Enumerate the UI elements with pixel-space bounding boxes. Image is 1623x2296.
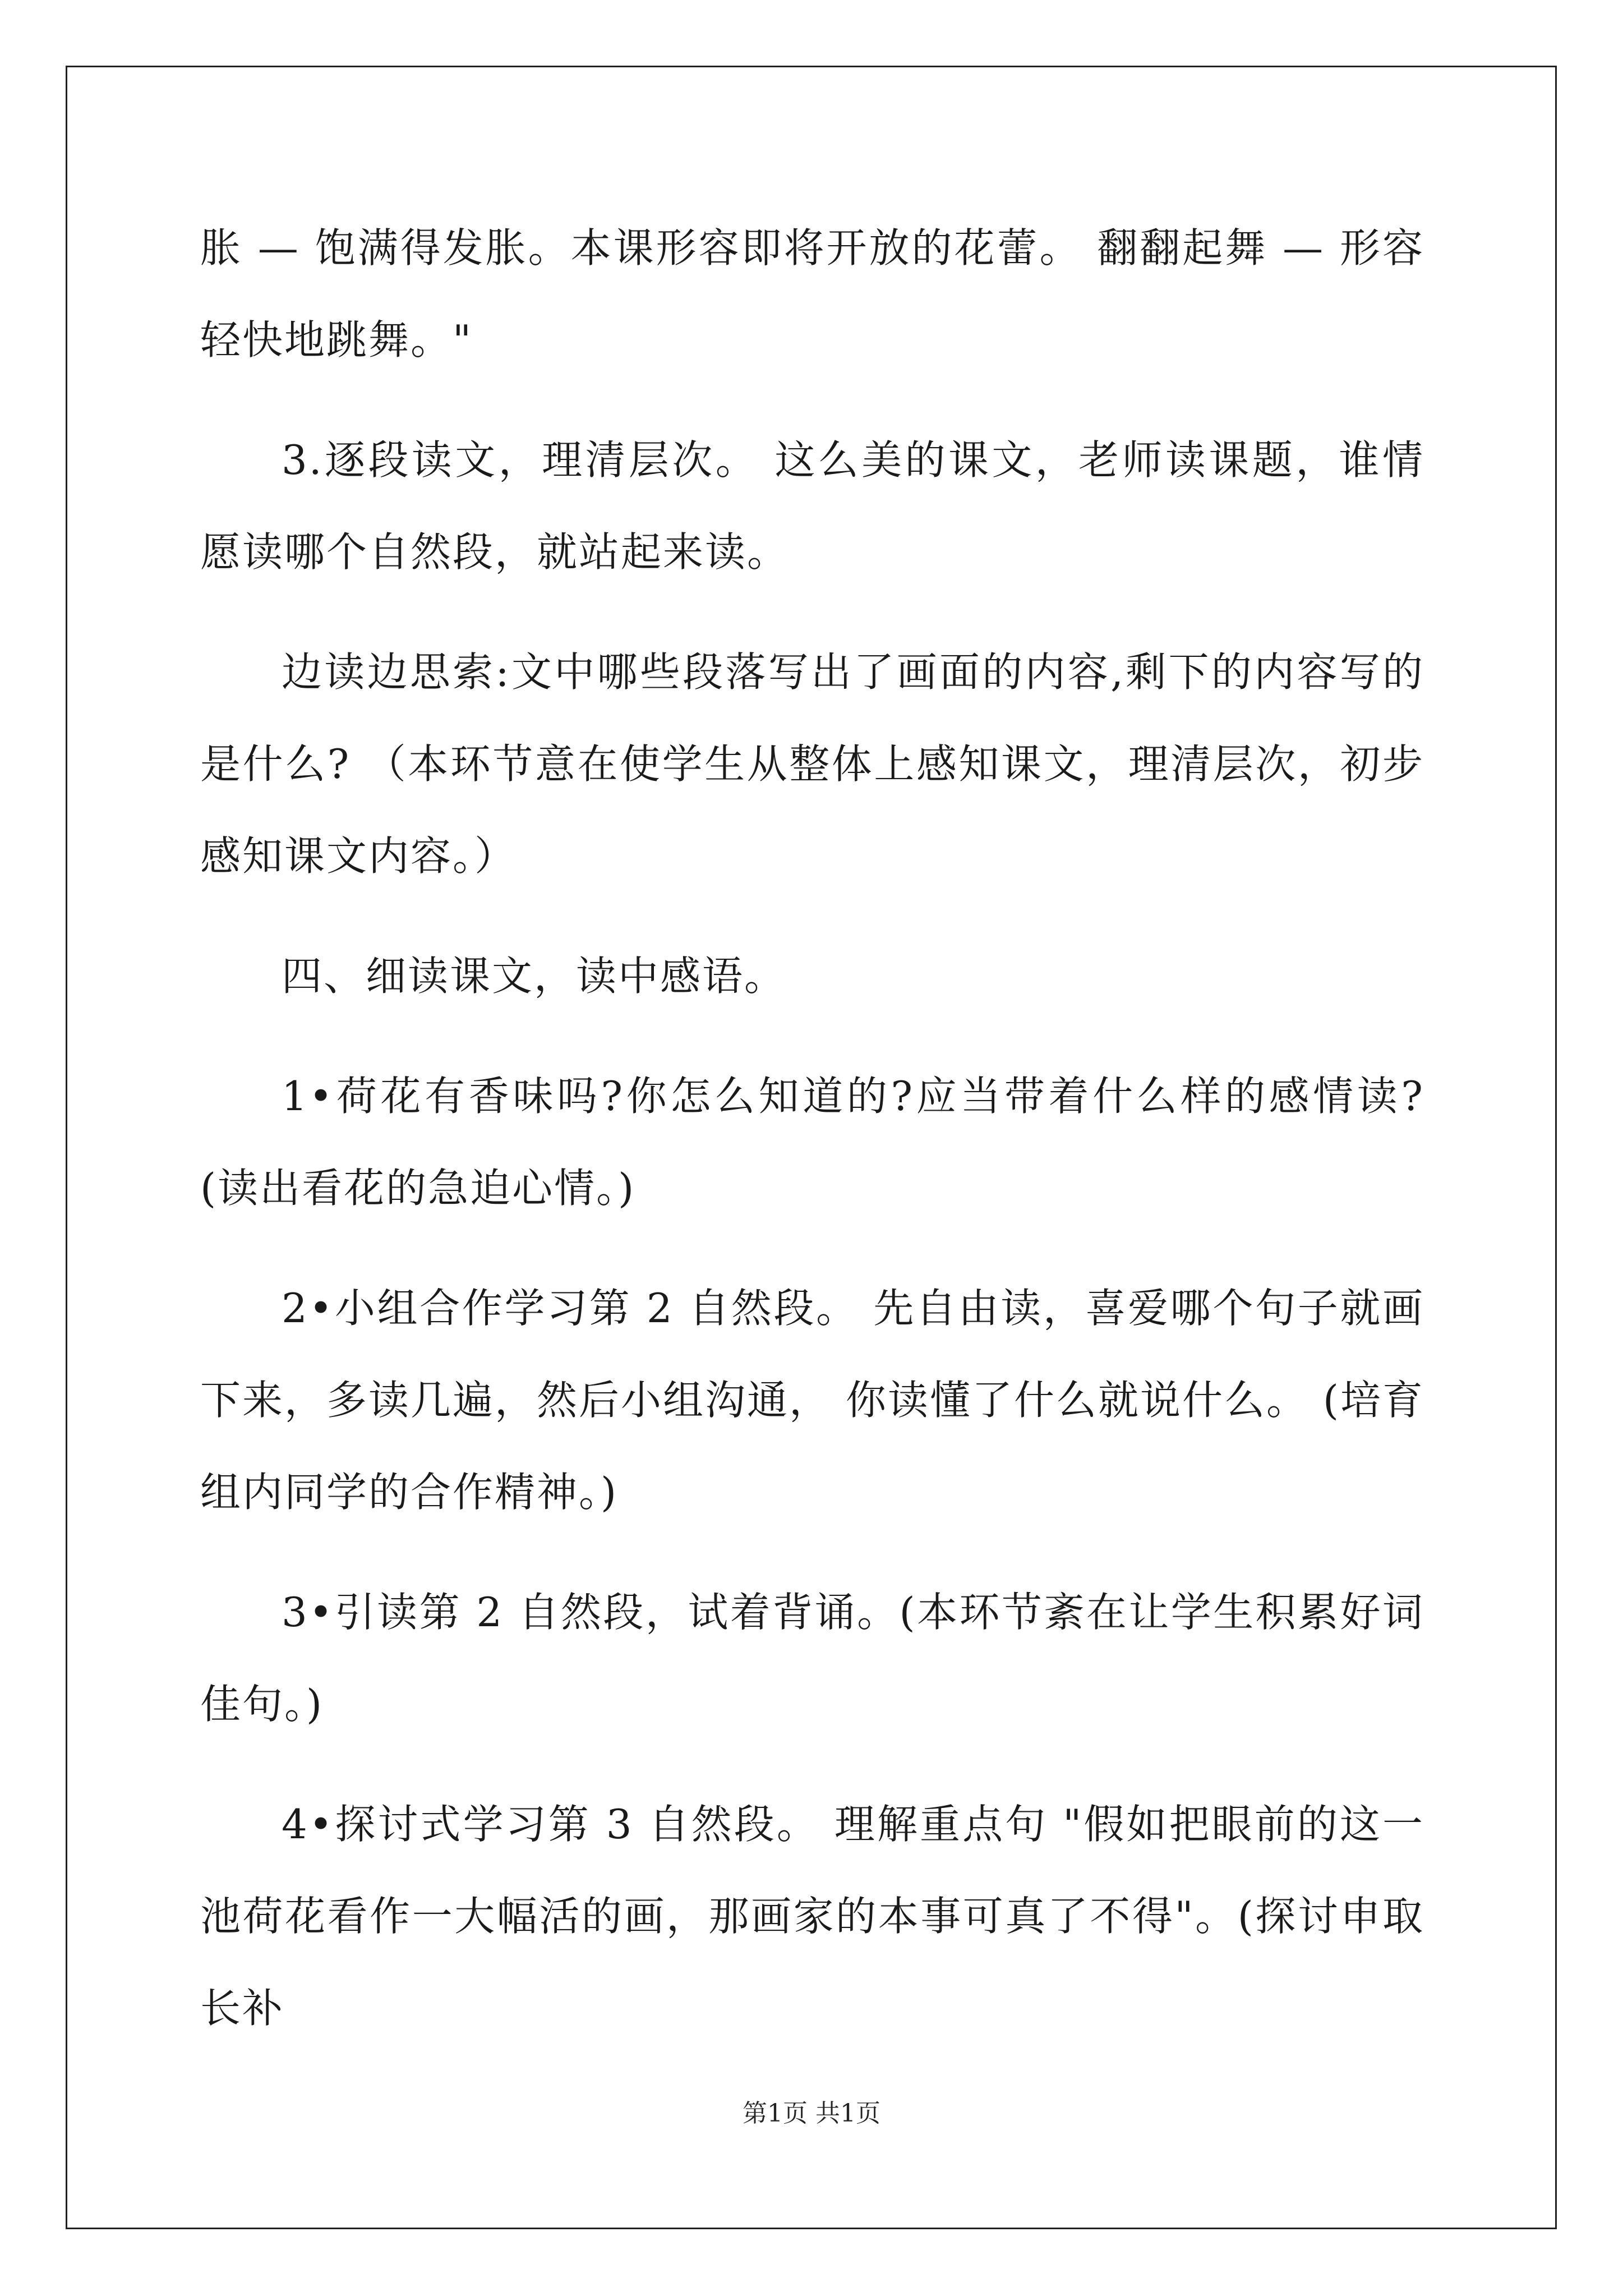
paragraph-3: 边读边思索:文中哪些段落写出了画面的内容,剩下的内容写的是什么? （本环节意在使学生从整体上感知课文，理清层次，初步感知课文内容。） bbox=[200, 648, 1424, 880]
page-footer: 第1页 共1页 bbox=[743, 2099, 880, 2128]
paragraph-2: 3.逐段读文，理清层次。 这么美的课文，老师读课题，谁情愿读哪个自然段，就站起来读。 bbox=[200, 436, 1424, 576]
paragraph-4: 四、细读课文，读中感语。 bbox=[282, 953, 787, 1000]
document-body bbox=[200, 202, 1424, 2054]
paragraph-6: 2•小组合作学习第 2 自然段。 先自由读，喜爱哪个句子就画下来，多读几遍，然后小组沟通， 你读懂了什么就说什么。 (培育组内同学的合作精神。) bbox=[200, 1285, 1424, 1516]
paragraph-7: 3•引读第 2 自然段，试着背诵。(本环节紊在让学生积累好词佳句。) bbox=[200, 1589, 1424, 1728]
paragraph-5: 1•荷花有香味吗?你怎么知道的?应当带着什么样的感情读? (读出看花的急迫心情。) bbox=[200, 1073, 1424, 1212]
paragraph-1: 胀 — 饱满得发胀。本课形容即将开放的花蕾。 翻翻起舞 — 形容轻快地跳舞。" bbox=[200, 224, 1424, 364]
paragraph-8: 4•探讨式学习第 3 自然段。 理解重点句 "假如把眼前的这一池荷花看作一大幅活的画，那画家的本事可真了不得"。(探讨申取长补 bbox=[200, 1801, 1424, 2032]
